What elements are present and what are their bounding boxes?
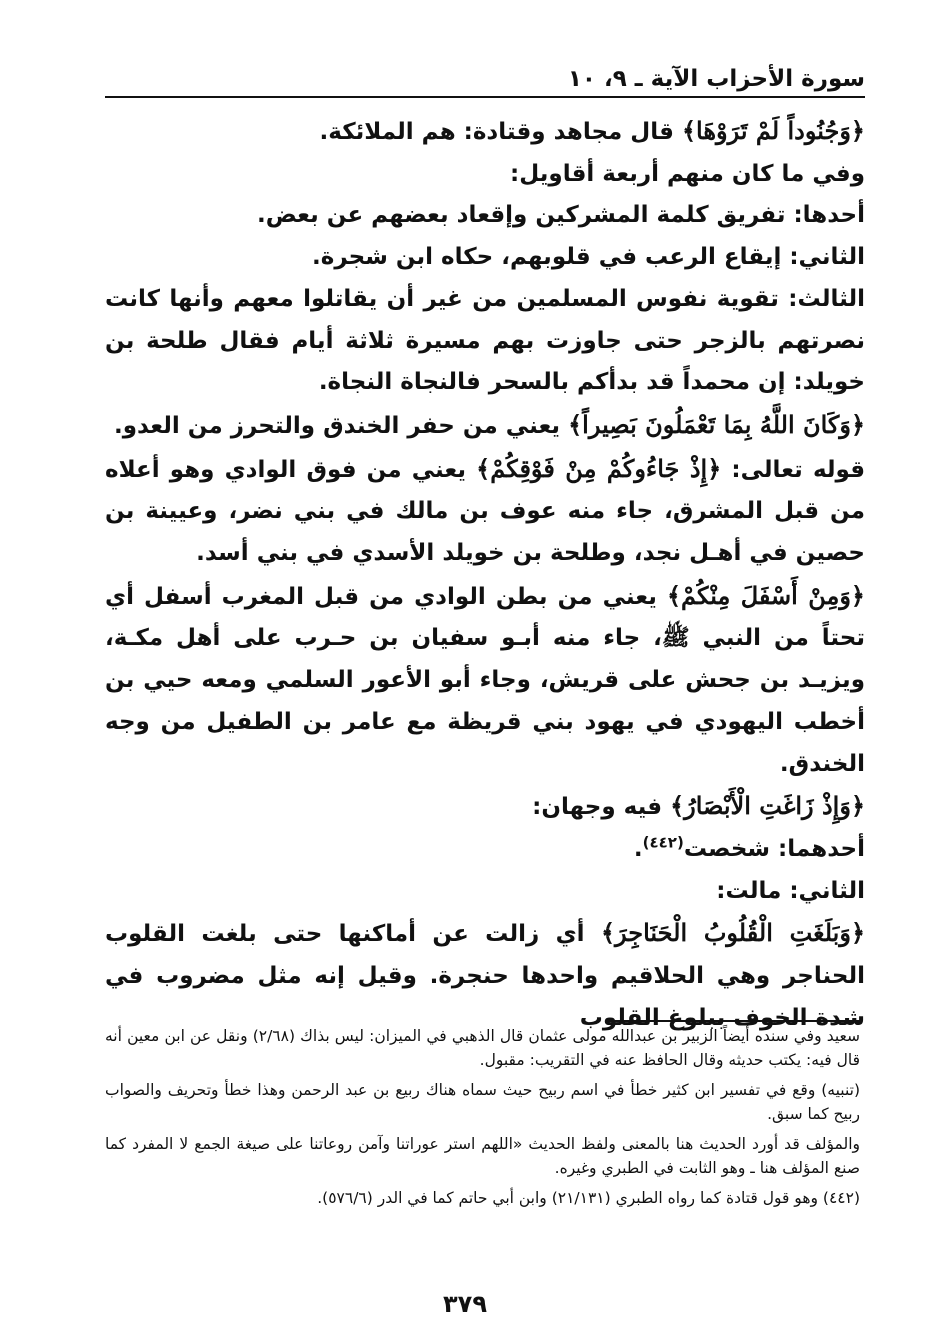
footnotes bbox=[105, 1024, 860, 1216]
main-text bbox=[105, 110, 865, 1039]
paragraph: وفي ما كان منهم أربعة أقاويل: bbox=[510, 160, 865, 187]
text-span: . bbox=[633, 835, 643, 862]
paragraph bbox=[105, 785, 865, 829]
footnote: سعيد وفي سنده أيضاً الزبير بن عبدالله مولى عثمان قال الذهبي في الميزان: ليس بذاك (٢/٦٨) ونقل عن ابن معين أنه قال فيه: يكتب حديثه وقال الحافظ عنه في التقريب: مقبول. bbox=[105, 1027, 860, 1069]
quran-verse: ﴿وَبَلَغَتِ الْقُلُوبُ الْحَنَاجِرَ﴾ bbox=[600, 918, 866, 948]
text-span: أي زالت عن أماكنها حتى بلغت القلوب الحناجر وهي الحلاقيم واحدها حنجرة. وقيل إنه مثل مضروب في شدة الخوف ببلوغ القلوب bbox=[105, 921, 865, 1031]
header-rule bbox=[105, 96, 865, 98]
text-span: فيه وجهان: bbox=[532, 794, 671, 821]
quran-verse: ﴿وَمِنْ أَسْفَلَ مِنْكُمْ﴾ bbox=[666, 580, 865, 610]
page-number: ٣٧٩ bbox=[443, 1290, 487, 1318]
paragraph bbox=[105, 404, 865, 448]
text-span: يعني من حفر الخندق والتحرز من العدو. bbox=[113, 412, 569, 439]
text-span: يعني من بطن الوادي من قبل المغرب أسفل أي تحتاً من النبي ﷺ، جاء منه أبـو سفيان بن حـرب على أهل مكـة، ويزيـد بن جحش على قريش، وجاء أبو الأعور السلمي ومعه حيي بن أخطب اليهودي في يهود بني قريظة مع عامر بن الطفيل من وجه الخندق. bbox=[105, 583, 865, 777]
quran-verse: ﴿وَجُنُوداً لَمْ تَرَوْهَا﴾ bbox=[681, 116, 865, 145]
footnote: (٤٤٢) وهو قول قتادة كما رواه الطبري (٢١/١٣١) وابن أبي حاتم كما في الدر (٥٧٦/٦). bbox=[317, 1189, 860, 1207]
paragraph: الثاني: إيقاع الرعب في قلوبهم، حكاه ابن شجرة. bbox=[312, 244, 865, 271]
paragraph bbox=[105, 448, 865, 575]
text-span: قوله تعالى: bbox=[721, 456, 866, 483]
paragraph: الثاني: مالت: bbox=[716, 877, 865, 904]
paragraph: أحدها: تفريق كلمة المشركين وإقعاد بعضهم عن بعض. bbox=[257, 202, 865, 229]
footnote: والمؤلف قد أورد الحديث هنا بالمعنى ولفظ الحديث «اللهم استر عوراتنا وآمن روعاتنا على صيغة الجمع لا المفرد كما صنع المؤلف هنا ـ وهو الثابت في الطبري وغيره. bbox=[105, 1135, 860, 1177]
paragraph: الثالث: تقوية نفوس المسلمين من غير أن يقاتلوا معهم وأنها كانت نصرتهم بالزجر حتى جاوزت بهم مسيرة ثلاثة أيام فقال طلحة بن خويلد: إن محمداً قد بدأكم بالسحر فالنجاة النجاة. bbox=[105, 285, 865, 396]
header-title: سورة الأحزاب الآية ـ ٩، ١٠ bbox=[567, 66, 865, 92]
quran-verse: ﴿إِذْ جَاءُوكُمْ مِنْ فَوْقِكُمْ﴾ bbox=[476, 453, 722, 483]
quran-verse: ﴿وَإِذْ زَاغَتِ الْأَبْصَارُ﴾ bbox=[670, 791, 865, 821]
quran-verse: ﴿وَكَانَ اللَّهُ بِمَا تَعْمَلُونَ بَصِيراً﴾ bbox=[568, 409, 865, 439]
footnote-rule bbox=[605, 1020, 860, 1022]
text-span: أحدهما: شخصت bbox=[683, 835, 865, 862]
paragraph bbox=[105, 575, 865, 786]
paragraph bbox=[105, 829, 865, 871]
footnote: (تنبيه) وقع في تفسير ابن كثير خطأ في اسم ربيح حيث سماه هناك ربيع بن عبد الرحمن وهذا خطأ وتحريف والصواب ربيح كما سبق. bbox=[105, 1081, 860, 1123]
text-span: يعني من فوق الوادي وهو أعلاه من قبل المشرق، جاء منه عوف بن مالك في بني نضر، وعيينة بن حصين في أهـل نجد، وطلحة بن خويلد الأسدي في بني أسد. bbox=[105, 456, 865, 567]
text-span: قال مجاهد وقتادة: هم الملائكة. bbox=[319, 119, 682, 145]
running-header bbox=[105, 58, 865, 98]
paragraph bbox=[105, 110, 865, 154]
footnote-ref: (٤٤٢) bbox=[642, 833, 684, 852]
